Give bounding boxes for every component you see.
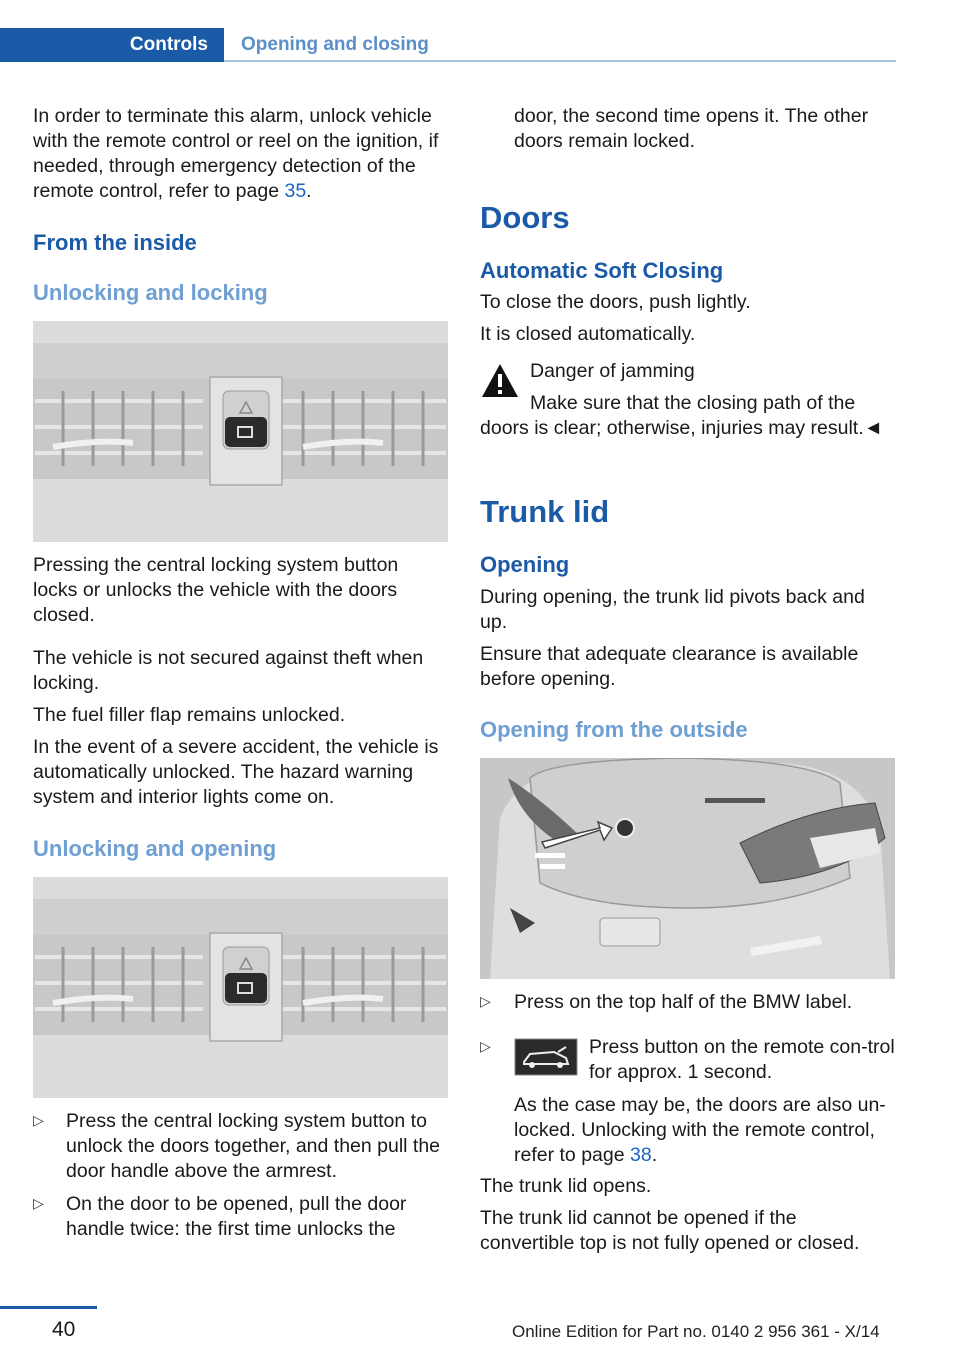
- doors-unlocked-end: .: [651, 1144, 658, 1166]
- header-tab-controls[interactable]: [0, 28, 224, 62]
- left-bullet-1: [33, 1109, 448, 1184]
- heading-trunk-lid: Trunk lid: [480, 494, 610, 529]
- central-locking-button-figure-1: [33, 321, 448, 542]
- warning-text-2: doors is clear; otherwise, injuries may result.◄: [480, 417, 883, 439]
- page-number: 40: [52, 1318, 76, 1341]
- bullet-triangle-icon: ▷: [480, 1038, 491, 1054]
- left-bullet-2: [33, 1192, 448, 1242]
- bullet-text: On the door to be opened, pull the door handle twice: the first time unlocks the: [66, 1193, 407, 1240]
- header-rule: [224, 60, 896, 62]
- warning-text-1: Make sure that the closing path of the: [530, 392, 856, 414]
- bullet-text: Press on the top half of the BMW label.: [514, 991, 853, 1013]
- soft-closing-text: [480, 290, 895, 347]
- car-trunk-button-icon: [514, 1038, 578, 1076]
- close-doors-paragraph: To close the doors, push lightly.: [480, 291, 751, 313]
- left-column: [33, 104, 448, 204]
- warning-title: Danger of jamming: [530, 360, 695, 382]
- header-tab-controls-label: Controls: [129, 34, 208, 55]
- warning-heading: [530, 359, 900, 384]
- left-text-block: [33, 553, 448, 810]
- remote-button-text: Press button on the remote con-trol for approx. 1 second.: [589, 1036, 895, 1083]
- fuel-flap-paragraph: The fuel filler flap remains unlocked.: [33, 704, 346, 726]
- header-tab-section[interactable]: [224, 28, 896, 62]
- heading-from-inside: From the inside: [33, 230, 197, 255]
- alarm-paragraph: [33, 104, 448, 204]
- footer-edition: Online Edition for Part no. 0140 2 956 361 - X/14: [512, 1322, 880, 1341]
- heading-unlocking-opening: Unlocking and opening: [33, 836, 277, 861]
- trunk-lid-figure: [480, 758, 895, 979]
- page-link-38[interactable]: 38: [630, 1144, 652, 1166]
- heading-soft-closing: Automatic Soft Closing: [480, 258, 724, 283]
- right-bullet-2: [480, 1035, 895, 1168]
- alarm-text: In order to terminate this alarm, unlock vehicle with the remote control or reel on the ignition, if needed, through emergency detection of the remote control, refer to page: [33, 105, 439, 202]
- doors-unlocked-text: As the case may be, the doors are also un-locked. Unlocking with the remote control, refer to page: [514, 1094, 886, 1166]
- right-bullet-1: [480, 990, 895, 1015]
- heading-unlocking-locking: Unlocking and locking: [33, 280, 268, 305]
- opening-text: [480, 585, 895, 692]
- trunk-cannot-paragraph: The trunk lid cannot be opened if the convertible top is not fully opened or closed.: [480, 1207, 860, 1254]
- trunk-opens-paragraph: The trunk lid opens.: [480, 1175, 652, 1197]
- closed-auto-paragraph: It is closed automatically.: [480, 323, 696, 345]
- right-continuation: [514, 104, 895, 154]
- clearance-paragraph: Ensure that adequate clearance is available before opening.: [480, 643, 859, 690]
- accident-paragraph: In the event of a severe accident, the vehicle is automatically unlocked. The hazard warning system and interior lights come on.: [33, 736, 439, 808]
- bullet-triangle-icon: ▷: [480, 993, 491, 1009]
- warning-triangle-icon: [480, 361, 520, 401]
- opening-paragraph: During opening, the trunk lid pivots back and up.: [480, 586, 865, 633]
- doors-unlocked-paragraph: [514, 1093, 895, 1168]
- warning-line-2: [480, 416, 900, 441]
- bullet-triangle-icon: ▷: [33, 1112, 44, 1128]
- not-secured-paragraph: The vehicle is not secured against theft when locking.: [33, 647, 424, 694]
- heading-doors: Doors: [480, 200, 570, 235]
- central-locking-button-figure-2: [33, 877, 448, 1098]
- heading-opening-outside: Opening from the outside: [480, 717, 748, 742]
- page-link-35[interactable]: 35: [284, 180, 307, 202]
- header-tab-section-label: Opening and closing: [241, 34, 429, 55]
- warning-line-1: [530, 391, 900, 416]
- footer-rule: [0, 1306, 97, 1309]
- continuation-text: door, the second time opens it. The other doors remain locked.: [514, 105, 869, 152]
- central-locking-paragraph: Pressing the central locking system button locks or unlocks the vehicle with the doors closed.: [33, 554, 399, 626]
- bullet-text: Press the central locking system button to unlock the doors together, and then pull the door handle above the armrest.: [66, 1110, 441, 1182]
- alarm-text-end: .: [306, 180, 312, 202]
- bullet-triangle-icon: ▷: [33, 1195, 44, 1211]
- trunk-opens-text: [480, 1174, 895, 1256]
- heading-opening: Opening: [480, 552, 570, 577]
